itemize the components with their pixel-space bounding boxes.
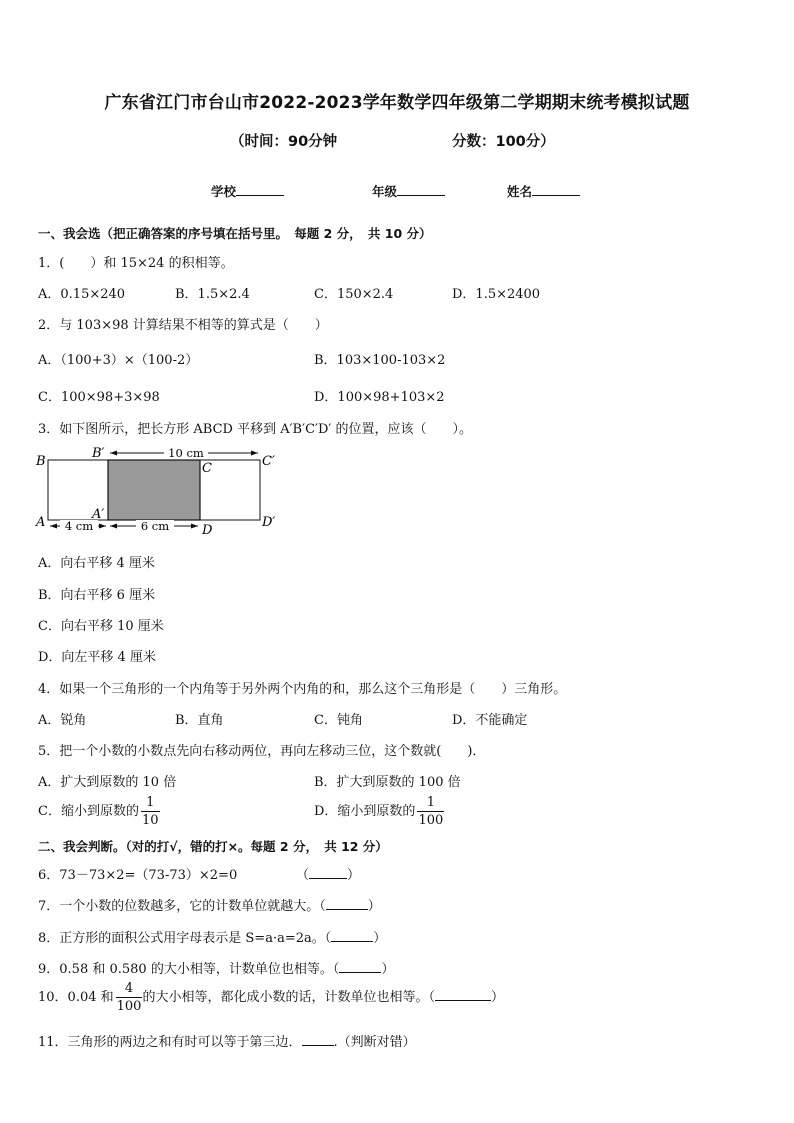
q5-option-b[interactable]: B．扩大到原数的 100 倍 [314, 775, 461, 790]
fraction-four-hundredths: $\frac{4}{100}$ [116, 981, 142, 1014]
question-9: 9．0.58 和 0.580 的大小相等，计数单位也相等。（ ） [38, 962, 395, 977]
label-d: D [202, 523, 213, 538]
grade-blank[interactable] [397, 183, 445, 196]
exam-score: 分数：100分） [452, 134, 555, 150]
section-heading-choice: 一、我会选（把正确答案的序号填在括号里。 每题 2 分， 共 10 分） [38, 226, 432, 241]
dim-left-label: 4 cm [64, 519, 94, 533]
question-6: 6．73－73×2=（73-73）×2=0 [38, 868, 238, 883]
rectangle-translation-figure [30, 444, 290, 540]
q2-option-d[interactable]: D．100×98+103×2 [314, 390, 445, 405]
label-c: C [202, 461, 212, 476]
q3-option-a[interactable]: A．向右平移 4 厘米 [38, 556, 155, 571]
exam-time: （时间：90分钟 [230, 134, 338, 150]
school-field[interactable] [211, 182, 284, 200]
grade-field[interactable] [372, 182, 445, 200]
question-8: 8．正方形的面积公式用字母表示是 S=a·a=2a。（ ） [38, 931, 387, 946]
q8-answer-blank[interactable] [331, 930, 373, 942]
name-field[interactable] [507, 182, 580, 200]
q10-answer-blank[interactable] [435, 989, 491, 1001]
question-4-stem: 4．如果一个三角形的一个内角等于另外两个内角的和，那么这个三角形是（ ）三角形。 [38, 682, 567, 697]
question-1-stem: 1．( ）和 15×24 的积相等。 [38, 256, 234, 271]
name-blank[interactable] [532, 183, 580, 196]
label-b-prime: B′ [92, 446, 105, 461]
q9-answer-blank[interactable] [339, 961, 381, 973]
q3-option-d[interactable]: D．向左平移 4 厘米 [38, 650, 156, 665]
q1-option-a[interactable]: A．0.15×240 [38, 287, 126, 302]
q1-option-c[interactable]: C．150×2.4 [314, 287, 394, 302]
q5-option-a[interactable]: A．扩大到原数的 10 倍 [38, 775, 177, 790]
label-c-prime: C′ [262, 454, 275, 469]
label-a-prime: A′ [92, 507, 105, 522]
grade-label: 年级 [372, 184, 398, 199]
q4-option-c[interactable]: C．钝角 [314, 713, 363, 728]
q4-option-a[interactable]: A．锐角 [38, 713, 87, 728]
q11-answer-blank[interactable] [302, 1034, 334, 1046]
q3-option-c[interactable]: C．向右平移 10 厘米 [38, 619, 164, 634]
fraction-one-hundredth: $\frac{1}{100}$ [418, 795, 444, 828]
q4-option-b[interactable]: B．直角 [175, 713, 224, 728]
school-blank[interactable] [236, 183, 284, 196]
question-5-stem: 5．把一个小数的小数点先向右移动两位，再向左移动三位，这个数就( )． [38, 744, 486, 759]
q2-option-a[interactable]: A．（100+3）×（100-2） [38, 353, 199, 368]
dim-mid-label: 6 cm [140, 519, 170, 533]
q5-option-d[interactable] [314, 796, 444, 827]
dim-top-label: 10 cm [168, 446, 204, 460]
q3-option-b[interactable]: B．向右平移 6 厘米 [38, 588, 156, 603]
label-a: A [36, 515, 46, 530]
q1-option-d[interactable]: D．1.5×2400 [452, 287, 541, 302]
q5-option-d-text: D．缩小到原数的 [314, 804, 416, 819]
fraction-one-tenth: $\frac{1}{10}$ [141, 795, 159, 828]
q5-option-c-text: C．缩小到原数的 [38, 804, 139, 819]
question-10: 10．0.04 和 $\frac{4}{100}$ 的大小相等，都化成小数的话，计数单位也相等。（ ） [38, 981, 504, 1014]
q5-option-c[interactable] [38, 796, 160, 827]
label-d-prime: D′ [262, 515, 276, 530]
question-3-stem: 3．如下图所示，把长方形 ABCD 平移到 A′B′C′D′ 的位置，应该（ ）。 [38, 422, 472, 437]
question-2-stem: 2．与 103×98 计算结果不相等的算式是（ ） [38, 318, 328, 333]
shaded-rectangle [108, 460, 200, 520]
label-b: B [36, 454, 46, 469]
q1-option-b[interactable]: B．1.5×2.4 [175, 287, 250, 302]
q2-option-b[interactable]: B．103×100-103×2 [314, 353, 446, 368]
page-title: 广东省江门市台山市2022-2023学年数学四年级第二学期期末统考模拟试题 [104, 93, 690, 113]
school-label: 学校 [211, 184, 237, 199]
q4-option-d[interactable]: D．不能确定 [452, 713, 528, 728]
question-11: 11．三角形的两边之和有时可以等于第三边． .（判断对错） [38, 1035, 416, 1050]
q7-answer-blank[interactable] [326, 898, 368, 910]
section-heading-judge: 二、我会判断。（对的打√，错的打×。每题 2 分， 共 12 分） [38, 839, 388, 854]
question-7: 7．一个小数的位数越多，它的计数单位就越大。（ ） [38, 899, 381, 914]
q2-option-c[interactable]: C．100×98+3×98 [38, 390, 160, 405]
name-label: 姓名 [507, 184, 533, 199]
q6-answer-blank[interactable]: （ ） [296, 868, 361, 883]
